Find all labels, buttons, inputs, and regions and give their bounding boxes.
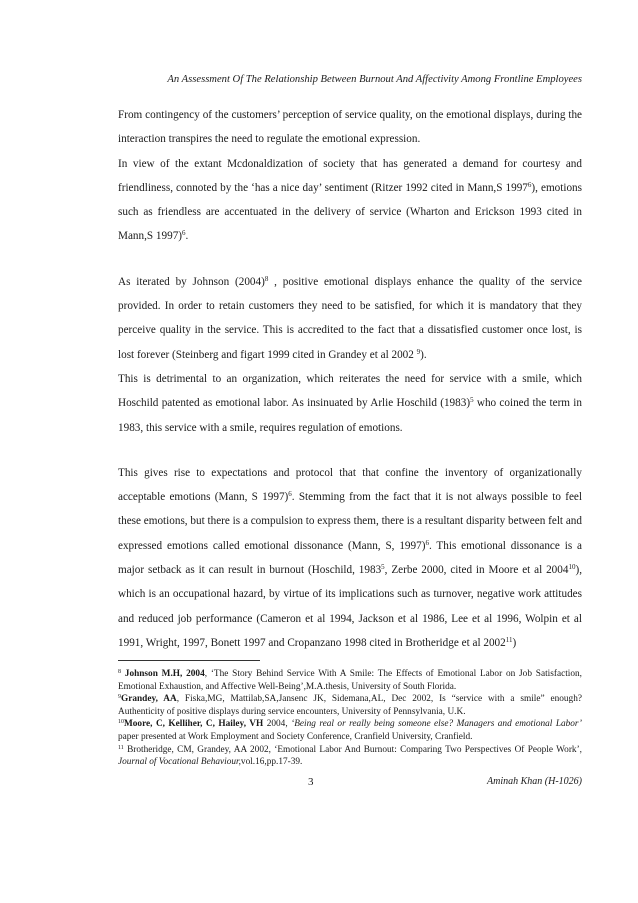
footnote-11: $^{11}$ Brotheridge, CM, Grandey, AA 2002, ‘Emotional Labor And Burnout: Comparing Two Perspectives Of People Work’, Journal of Vocational Behaviour,vol.16,pp.17-39. [118,744,582,768]
author-footer: Aminah Khan (H-1026) [487,776,582,787]
citation-superscript: 6 [527,180,532,189]
citation-superscript: 6 [425,538,429,547]
running-header: An Assessment Of The Relationship Between Burnout And Affectivity Among Frontline Employees [167,74,582,85]
footnote-divider [118,660,260,661]
footnotes [118,668,582,769]
citation-superscript: 11 [505,635,513,644]
page-number: 3 [308,776,314,788]
paragraph-3: As iterated by Johnson $(2004)^8$ , positive emotional displays enhance the quality of the service provided. In order to retain customers they need to be satisfied, for which it is mandatory that they perceive quality in the service. This is accredited to the fact that a dissatisfied customer once lost, is lost forever (Steinberg and figart 1999 cited in Grandey et al 2002 $^9$). [118,274,582,361]
citation-superscript: 10 [568,563,576,572]
body-text [118,103,582,655]
footnote-8: $^8$ Johnson M.H, 2004, ‘The Story Behind Service With A Smile: The Effects of Emotional Labor on Job Satisfaction, Emotional Exhaustion, and Affective Well-Being’,M.A.thesis, University of South Florida. [118,669,582,692]
paragraph-5: This gives rise to expectations and protocol that that confine the inventory of organizationally acceptable emotions (Mann, S 1997)$^6$. Stemming from the fact that it is not always possible to feel these emotions, but there is a compulsion to express them, there is a resultant disparity between felt and expressed emotions called emotional dissonance (Mann, S, 1997)$^6$. This emotional dissonance is a major setback as it can result in burnout (Hoschild, 1983$^5$, Zerbe 2000, cited in Moore et al 2004$^{10}$), which is an occupational hazard, by virtue of its implications such as turnover, negative work attitudes and reduced job performance (Cameron et al 1994, Jackson et al 1986, Lee et al 1996, Wolpin et al 1991, Wright, 1997, Bonett 1997 and Cropanzano 1998 cited in Brotheridge et al 2002$^{11}$) [118,466,583,649]
citation-superscript: 5 [470,396,474,405]
citation-superscript: 9 [416,347,421,356]
citation-superscript: 8 [264,274,269,283]
paragraph-4: This is detrimental to an organization, which reiterates the need for service with a smile, which Hoschild patented as emotional labor. As insinuated by Arlie Hoschild $(1983)^5$ who coined the term in 1983, this service with a smile, requires regulation of emotions. [118,372,582,434]
footnote-10: $^{10}$Moore, C, Kelliher, C, Hailey, VH 2004, ‘Being real or really being someone else? Managers and emotional Labor’ paper presented at Work Employment and Society Conference, Cranfield University, Cranfield. [118,719,582,742]
paragraph-1: From contingency of the customers’ perception of service quality, on the emotional displays, during the interaction transpires the need to regulate the emotional expression. [118,109,582,146]
paragraph-2: In view of the extant Mcdonaldization of society that has generated a demand for courtesy and friendliness, connoted by the ‘has a nice day’ sentiment (Ritzer 1992 cited in Mann,S 1997$^6$), emotions such as friendless are accentuated in the delivery of service (Wharton and Erickson 1993 cited in Mann,S 1997)$^6$. [118,157,582,243]
footnote-9: $^9$Grandey, AA, Fiska,MG, Mattilab,SA,Jansenc JK, Sidemana,AL, Dec 2002, Is “service with a smile” enough? Authenticity of positive displays during service encounters, University of Pennsylvania, U.K. [118,694,582,717]
citation-superscript: 5 [381,563,385,572]
citation-superscript: 6 [182,229,186,238]
citation-superscript: 6 [288,490,292,499]
